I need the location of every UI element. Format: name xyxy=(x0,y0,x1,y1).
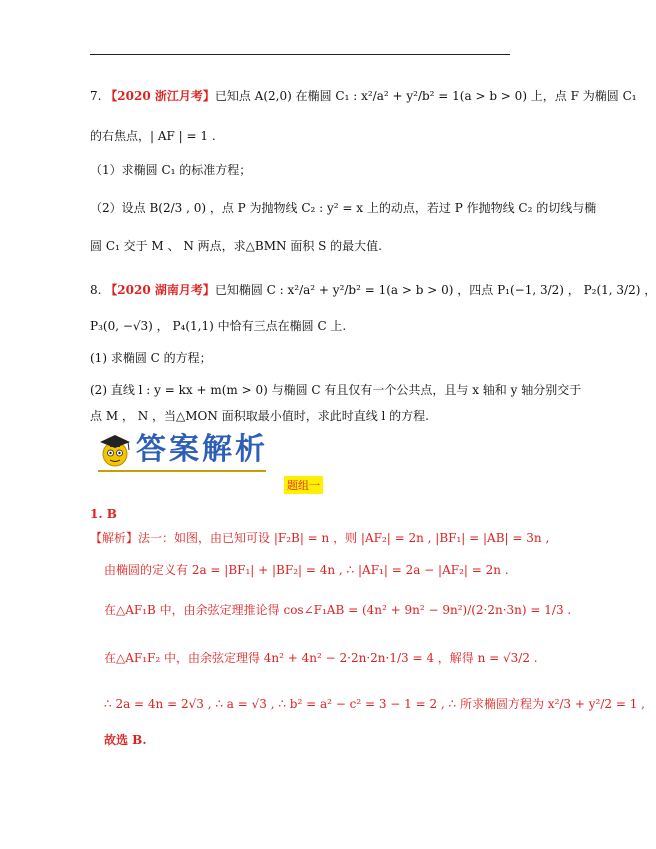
answer-underline xyxy=(98,470,266,472)
solution-line6: 故选 B. xyxy=(104,733,147,747)
q7-part2-line2: 圆 C₁ 交于 M 、 N 两点，求△BMN 面积 S 的最大值. xyxy=(90,239,382,253)
q8-part2-line1: (2) 直线 l : y = kx + m(m > 0) 与椭圆 C 有且仅有一个公共点，且与 x 轴和 y 轴分别交于 xyxy=(90,383,582,397)
solution-line2: 由椭圆的定义有 2a = |BF₁| + |BF₂| = 4n , ∴ |AF₁| = 2a − |AF₂| = 2n . xyxy=(104,563,509,577)
q7-number: 7. xyxy=(90,89,102,103)
q8-stem-line2: P₃(0, −√3) ， P₄(1,1) 中恰有三点在椭圆 C 上. xyxy=(90,319,347,333)
q8-part2-line2: 点 M ， N ，当△MON 面积取最小值时，求此时直线 l 的方程. xyxy=(90,409,429,423)
solution-line1-row xyxy=(90,530,549,546)
header-rule xyxy=(90,54,510,55)
solution-line5: ∴ 2a = 4n = 2√3 , ∴ a = √3 , ∴ b² = a² − c² = 3 − 1 = 2 , ∴ 所求椭圆方程为 x²/3 + y²/2 = 1 , xyxy=(104,697,645,711)
q7-stem-line1: 已知点 A(2,0) 在椭圆 C₁ : x²/a² + y²/b² = 1(a > b > 0) 上，点 F 为椭圆 C₁ xyxy=(214,89,637,103)
q8-stem-line1: 已知椭圆 C : x²/a² + y²/b² = 1(a > b > 0) ，四点 P₁(−1, 3/2) ， P₂(1, 3/2) ， xyxy=(214,283,656,297)
solution-tag: 【解析】 xyxy=(90,531,139,545)
answer-title: 答案解析 xyxy=(136,432,268,467)
q7-stem-line2: 的右焦点，| AF | = 1 . xyxy=(90,129,216,143)
solution-line3: 在△AF₁B 中，由余弦定理推论得 cos∠F₁AB = (4n² + 9n² − 9n²)/(2·2n·3n) = 1/3 . xyxy=(104,603,572,617)
q8-line1 xyxy=(90,282,656,298)
q7-source-tag: 【2020 浙江月考】 xyxy=(105,89,215,103)
solution-line1: 法一：如图，由已知可设 |F₂B| = n ，则 |AF₂| = 2n , |BF₁| = |AB| = 3n , xyxy=(138,531,550,545)
scholar-mascot-icon xyxy=(96,430,134,470)
q7-part1: （1）求椭圆 C₁ 的标准方程； xyxy=(90,163,252,177)
solution-line4: 在△AF₁F₂ 中，由余弦定理得 4n² + 4n² − 2·2n·2n·1/3 = 4 ，解得 n = √3/2 . xyxy=(104,651,538,665)
group-label: 题组一 xyxy=(284,476,323,494)
q7-line1 xyxy=(90,88,637,104)
q8-source-tag: 【2020 湖南月考】 xyxy=(105,283,215,297)
answer-header xyxy=(96,428,272,474)
q7-part2-line1: （2）设点 B(2/3 , 0) ，点 P 为抛物线 C₂ : y² = x 上的动点，若过 P 作抛物线 C₂ 的切线与椭 xyxy=(90,201,597,215)
q8-part1: (1) 求椭圆 C 的方程； xyxy=(90,351,212,365)
q8-number: 8. xyxy=(90,283,102,297)
solution-answer: 1. B xyxy=(90,507,117,521)
